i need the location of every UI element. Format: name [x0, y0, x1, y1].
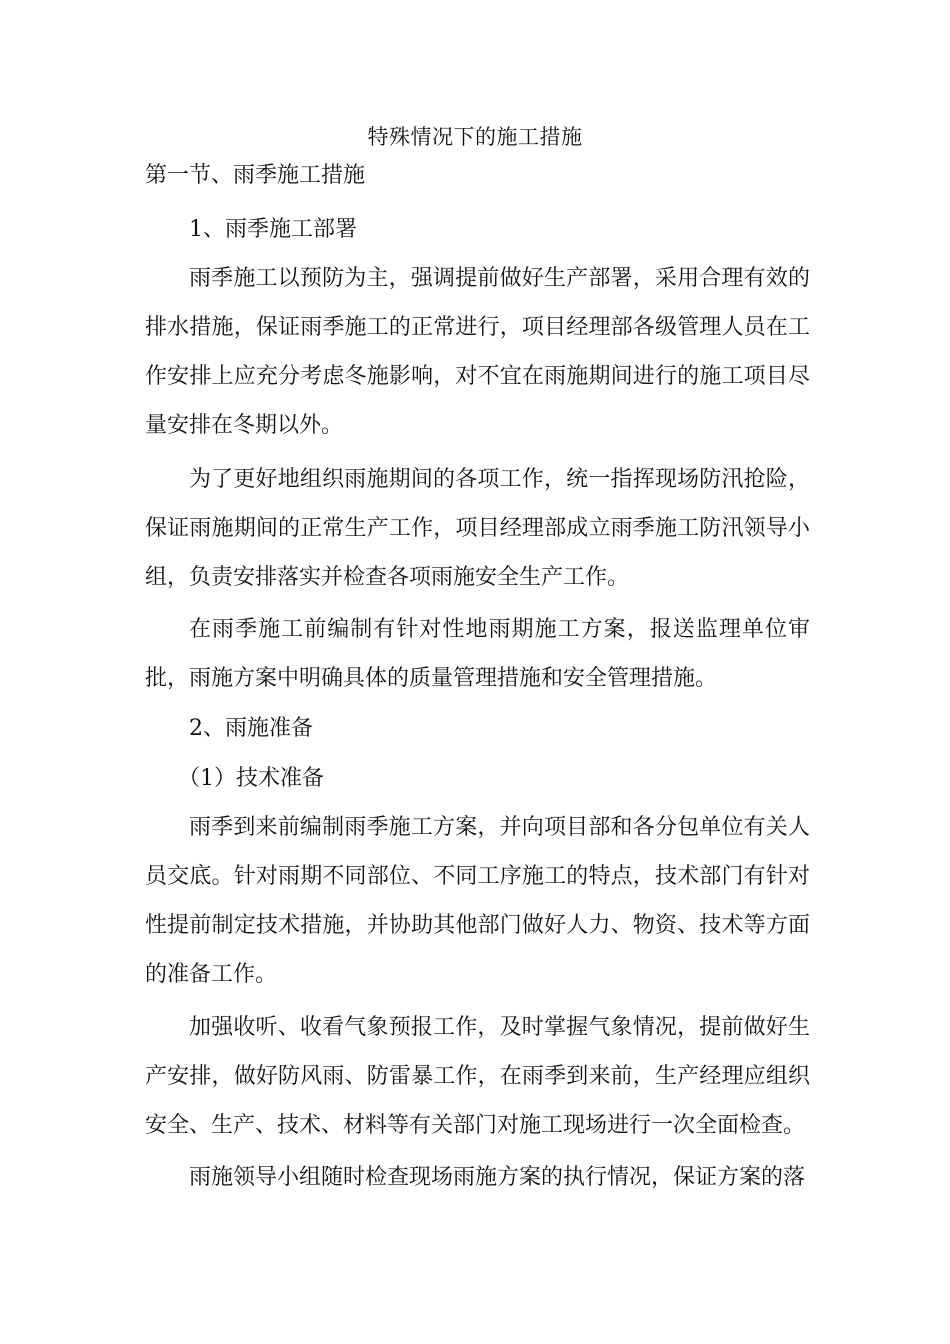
subsection-heading-2: 2、雨施准备 — [189, 716, 313, 741]
paragraph-2: 为了更好地组织雨施期间的各项工作，统一指挥现场防汛抢险，保证雨施期间的正常生产工作，项目经理部成立雨季施工防汛领导小组，负责安排落实并检查各项雨施安全生产工作。 — [145, 467, 810, 590]
paragraph-6: 雨施领导小组随时检查现场雨施方案的执行情况，保证方案的落 — [189, 1165, 806, 1190]
document-title: 特殊情况下的施工措施 — [367, 125, 583, 149]
paragraph-5: 加强收听、收看气象预报工作，及时掌握气象情况，提前做好生产安排，做好防风雨、防雷暴工作，在雨季到来前，生产经理应组织安全、生产、技术、材料等有关部门对施工现场进行一次全面检查。 — [145, 1015, 810, 1138]
paragraph-1: 雨季施工以预防为主，强调提前做好生产部署，采用合理有效的排水措施，保证雨季施工的正常进行，项目经理部各级管理人员在工作安排上应充分考虑冬施影响，对不宜在雨施期间进行的施工项目尽量安排在冬期以外。 — [145, 266, 810, 438]
sub-item-heading: （1）技术准备 — [178, 766, 324, 791]
section-heading: 第一节、雨季施工措施 — [145, 163, 366, 188]
paragraph-4: 雨季到来前编制雨季施工方案，并向项目部和各分包单位有关人员交底。针对雨期不同部位、不同工序施工的特点，技术部门有针对性提前制定技术措施，并协助其他部门做好人力、物资、技术等方面的准备工作。 — [145, 815, 810, 987]
paragraph-3: 在雨季施工前编制有针对性地雨期施工方案，报送监理单位审批，雨施方案中明确具体的质量管理措施和安全管理措施。 — [145, 617, 810, 691]
subsection-heading-1: 1、雨季施工部署 — [189, 217, 357, 242]
